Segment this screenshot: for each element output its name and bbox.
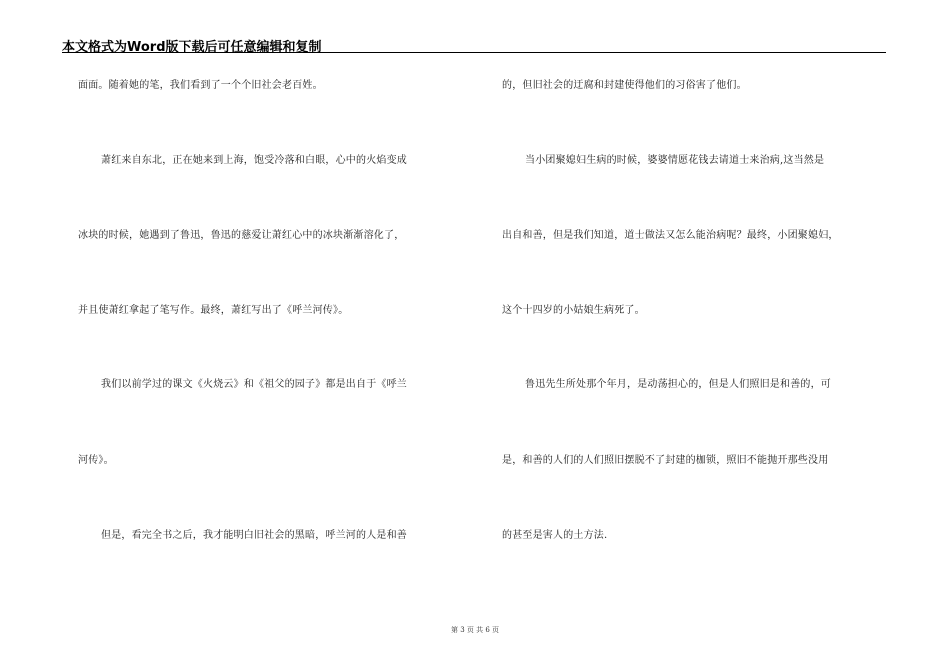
text-line: 河传》。 bbox=[78, 455, 114, 466]
text-line: 是，和善的人们的人们照旧摆脱不了封建的枷锁，照旧不能抛开那些没用 bbox=[502, 455, 829, 466]
text-line: 出自和善，但是我们知道，道士做法又怎么能治病呢？最终，小团聚媳妇， bbox=[502, 230, 839, 241]
text-line: 面面。随着她的笔，我们看到了一个个旧社会老百姓。 bbox=[78, 80, 323, 91]
text-line: 我们以前学过的课文《火烧云》和《祖父的园子》都是出自于《呼兰 bbox=[101, 379, 407, 390]
page-number-footer: 第 3 页 共 6 页 bbox=[450, 626, 500, 634]
text-line: 这个十四岁的小姑娘生病死了。 bbox=[502, 305, 645, 316]
text-line: 的，但旧社会的迂腐和封建使得他们的习俗害了他们。 bbox=[502, 80, 747, 91]
text-line: 当小团聚媳妇生病的时候，婆婆情愿花钱去请道士来治病,这当然是 bbox=[525, 155, 825, 166]
text-line: 萧红来自东北，正在她来到上海，饱受冷落和白眼，心中的火焰变成 bbox=[101, 155, 407, 166]
document-header-title: 本文格式为Word版下载后可任意编辑和复制 bbox=[62, 40, 322, 55]
text-line: 冰块的时候，她遇到了鲁迅，鲁迅的慈爱让萧红心中的冰块渐渐溶化了， bbox=[78, 230, 405, 241]
text-line: 鲁迅先生所处那个年月，是动荡担心的，但是人们照旧是和善的，可 bbox=[525, 379, 831, 390]
text-line: 的甚至是害人的土方法. bbox=[502, 530, 608, 541]
header-divider bbox=[62, 52, 886, 53]
text-line: 并且使萧红拿起了笔写作。最终，萧红写出了《呼兰河传》。 bbox=[78, 305, 349, 316]
text-line: 但是，看完全书之后，我才能明白旧社会的黑暗，呼兰河的人是和善 bbox=[101, 530, 407, 541]
